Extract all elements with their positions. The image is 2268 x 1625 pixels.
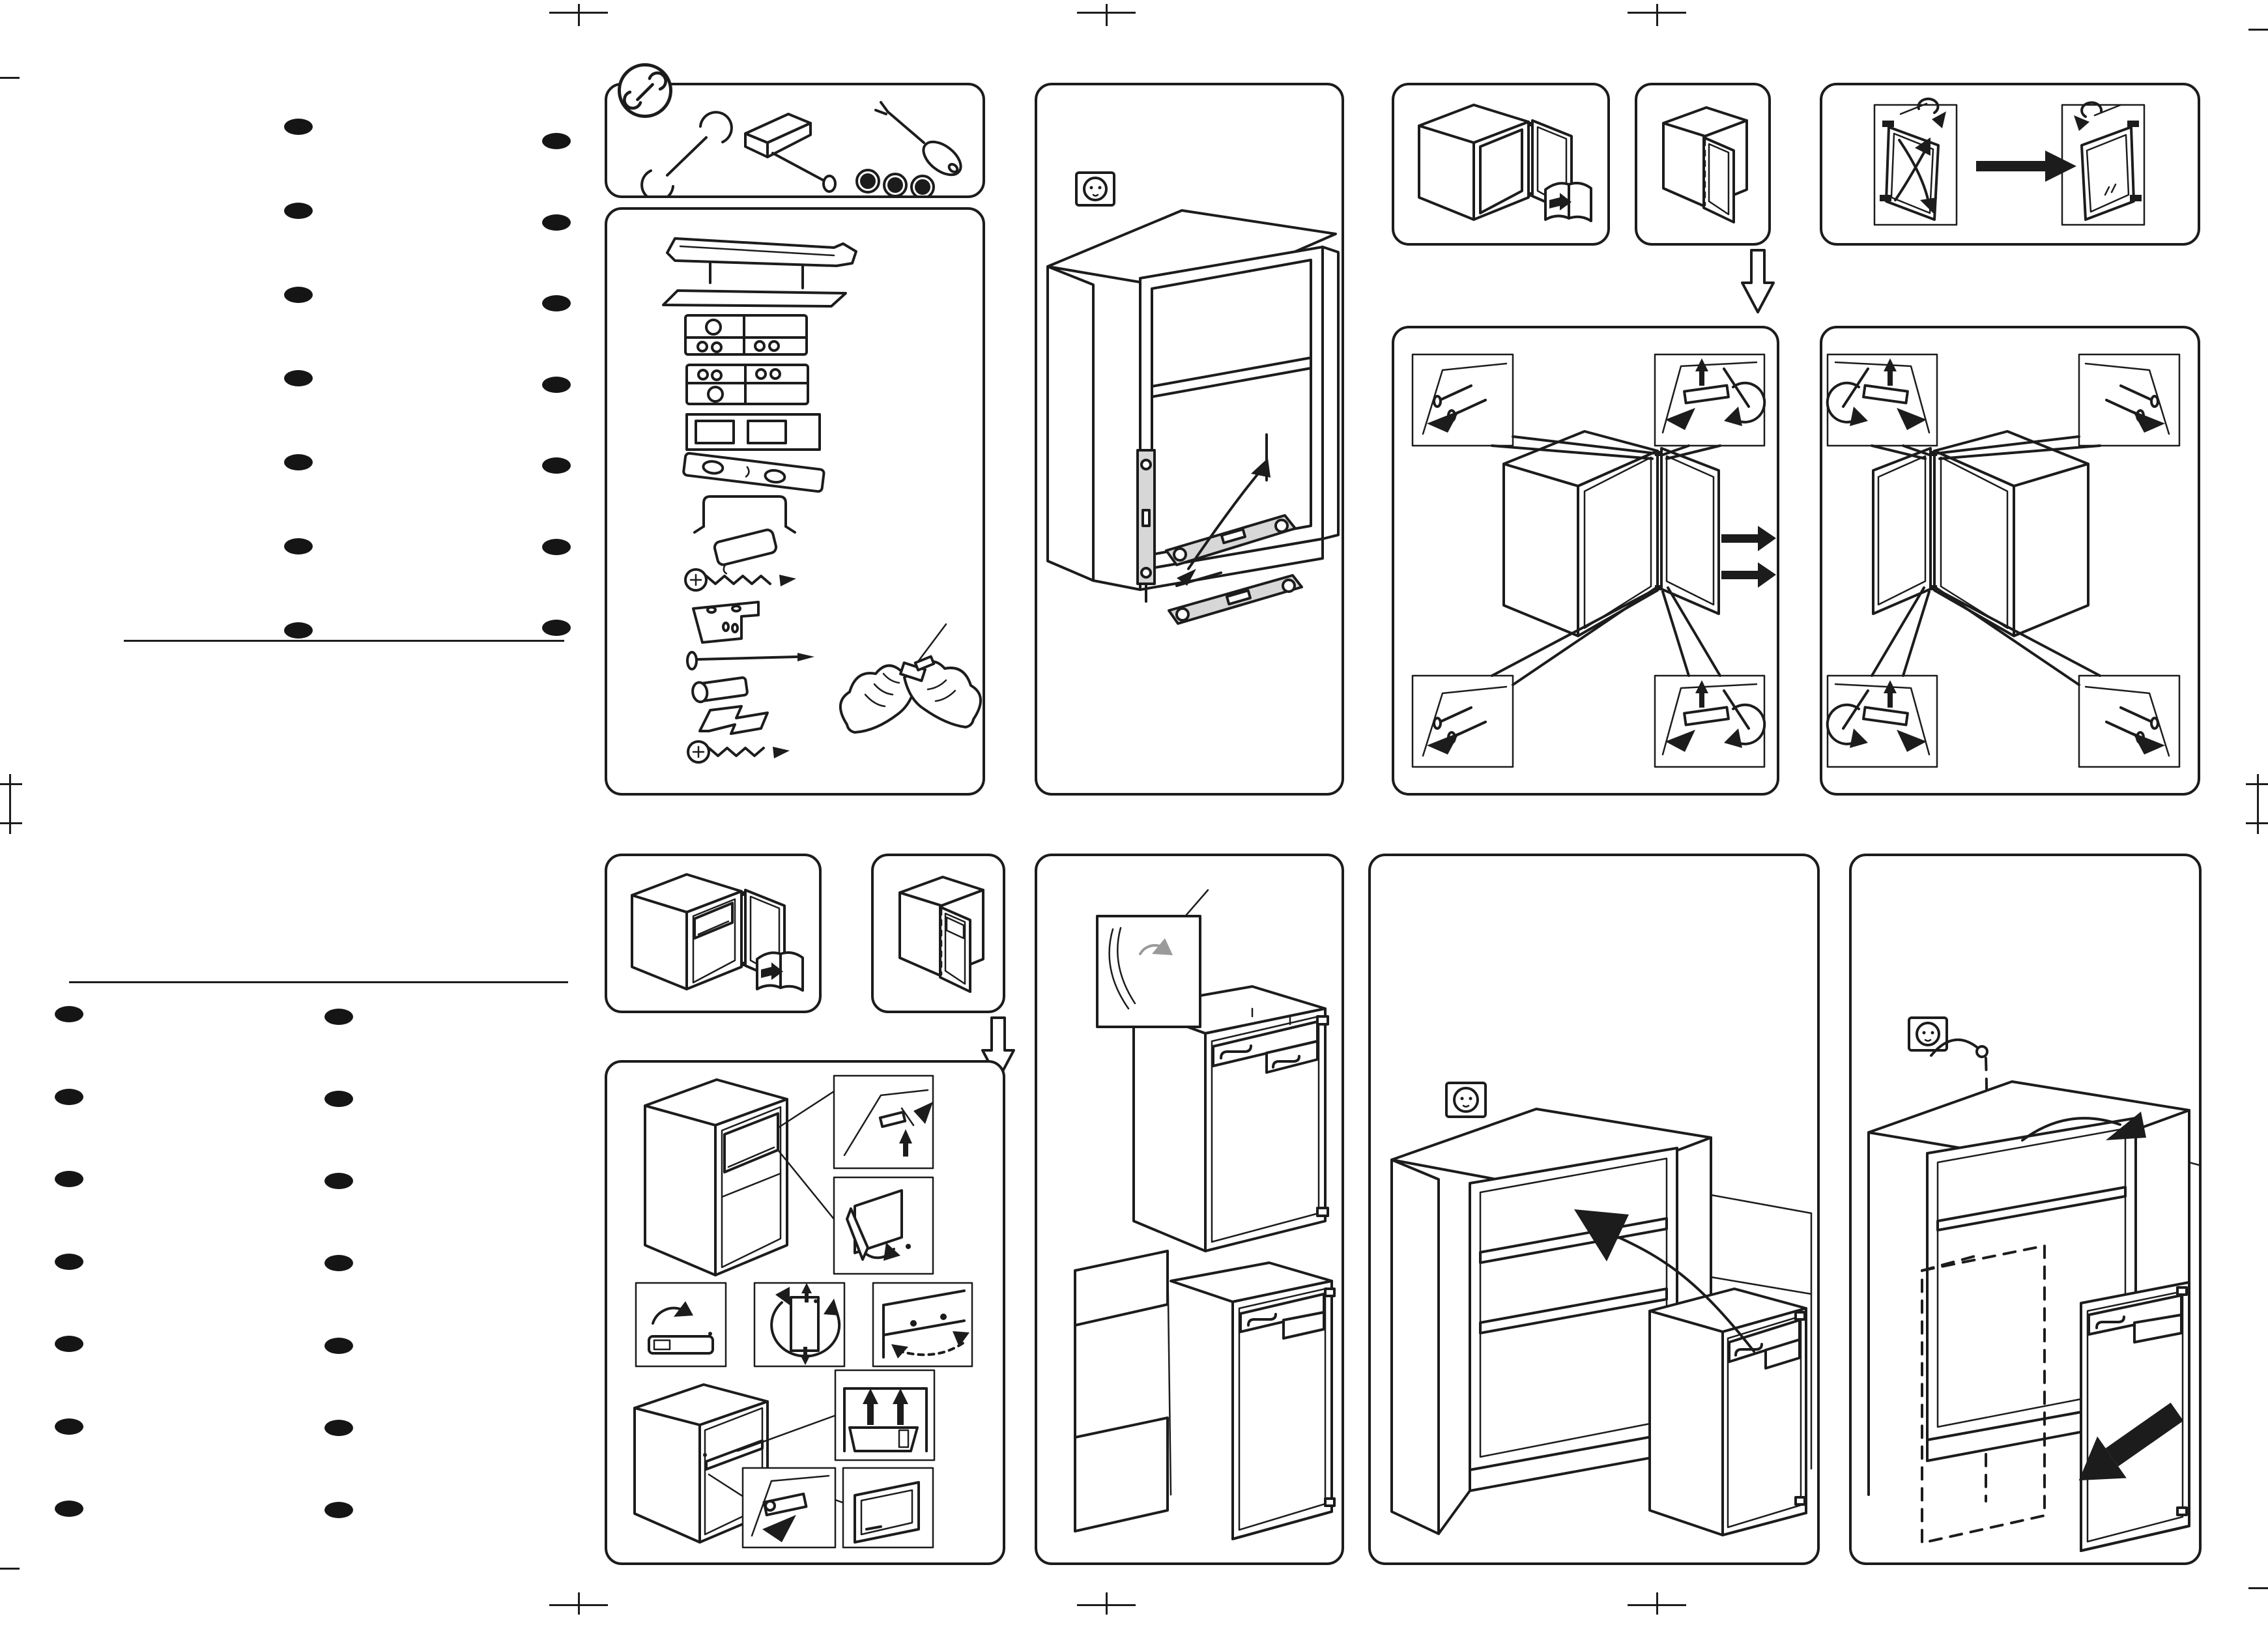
- panel-template: [1035, 854, 1344, 1565]
- open-book-icon: [1545, 183, 1591, 221]
- open-book-icon: [757, 953, 803, 990]
- bullet-dot: [542, 539, 571, 555]
- bullet-list-2-right: [324, 1009, 353, 1518]
- slotted-screw-icon: [857, 170, 879, 192]
- bullet-dot: [324, 1255, 353, 1271]
- flap-step-3: [873, 1283, 972, 1366]
- bullet-dot: [324, 1338, 353, 1354]
- panel-door-ajar: [1635, 83, 1771, 246]
- panel-hardware-kit: [605, 207, 985, 796]
- appliance: [1650, 1289, 1806, 1535]
- inset-bottom-left-pins: [1413, 676, 1513, 767]
- inset-hinge: [1828, 676, 1937, 767]
- bullet-dot: [55, 1254, 83, 1270]
- inset-bottom-right-hinge: [1655, 676, 1764, 767]
- panel-freezer-flap-reversal: [605, 1060, 1005, 1565]
- appliance-behind-panels: [1075, 1251, 1334, 1539]
- door-before: [1880, 99, 1946, 220]
- bullet-dot: [284, 119, 313, 135]
- inset-latch-pin: [834, 1076, 933, 1168]
- bullet-list-1-right: [542, 133, 571, 636]
- bullet-dot: [284, 622, 313, 639]
- bullet-list-1-left: [284, 119, 313, 639]
- screw-part: [685, 569, 796, 590]
- bullet-dot: [324, 1420, 353, 1436]
- bullet-dot: [284, 287, 313, 303]
- corner-tick: [2248, 1587, 2268, 1589]
- corner-tick: [0, 1568, 20, 1570]
- panel-door-removal: [1392, 326, 1779, 796]
- hinge-block-part: [685, 315, 807, 354]
- power-socket-icon: [1446, 1083, 1486, 1117]
- angle-bracket-part: [693, 602, 758, 642]
- bullet-dot: [542, 620, 571, 636]
- template-sheet-icon: [1097, 916, 1200, 1027]
- bullet-dot: [324, 1502, 353, 1518]
- corner-tick: [2248, 29, 2268, 31]
- bullet-dot: [284, 454, 313, 470]
- bullet-dot: [324, 1009, 353, 1025]
- cabinet-niche: [1048, 210, 1338, 590]
- bullet-dot: [284, 370, 313, 386]
- inset-pins: [2079, 354, 2179, 446]
- bullet-dot: [55, 1006, 83, 1022]
- cover-plates-part: [687, 414, 820, 450]
- mounting-strip: [1138, 450, 1155, 601]
- down-outline-arrow-icon: [1741, 249, 1775, 314]
- clip-part: [700, 706, 768, 734]
- inset-shelf-lift: [835, 1370, 934, 1460]
- fridge-door-open: [1504, 431, 1719, 636]
- panel-door-reversal: [1820, 83, 2200, 246]
- cover-strip-part: [663, 291, 846, 306]
- fridge-freezer-front: [645, 1080, 787, 1275]
- inset-flap-opening: [834, 1177, 933, 1274]
- bullet-dot: [55, 1171, 83, 1187]
- bullet-dot: [55, 1336, 83, 1352]
- nail-part: [687, 652, 814, 669]
- inset-top-right-hinge: [1655, 354, 1764, 446]
- cap-part: [713, 528, 779, 575]
- screw-part: [688, 741, 790, 762]
- hands-icon: [840, 624, 981, 732]
- hinge-rail-part: [667, 238, 856, 288]
- panel-slide-in: [1368, 854, 1820, 1565]
- inset-hinge: [1828, 354, 1937, 446]
- panel-tools: [605, 83, 985, 198]
- bullet-dot: [284, 538, 313, 554]
- divider-rule: [124, 640, 564, 642]
- wrench-badge-icon: [618, 63, 672, 118]
- slotted-plate-part: [683, 453, 825, 492]
- pin-part: [691, 676, 747, 702]
- bullet-dot: [55, 1418, 83, 1435]
- panel-see-manual-2: [605, 854, 822, 1013]
- inset-flap-closed: [843, 1468, 933, 1547]
- power-socket-icon: [1076, 173, 1114, 205]
- hammer-icon: [745, 114, 835, 192]
- bullet-dot: [55, 1501, 83, 1517]
- screwdriver-icon: [876, 102, 967, 181]
- bullet-dot: [542, 214, 571, 231]
- bullet-dot: [284, 203, 313, 219]
- arrow-right-icon: [1721, 526, 1776, 588]
- wrench-icon: [642, 112, 732, 195]
- pozidriv-screw-icon: [912, 176, 934, 195]
- hinge-block-mirror-part: [687, 365, 808, 404]
- bullet-dot: [324, 1091, 353, 1107]
- fridge-door-ajar: [1663, 108, 1747, 222]
- corner-tick: [0, 77, 20, 79]
- flap-step-2: [754, 1283, 844, 1366]
- phillips-screw-icon: [884, 174, 906, 195]
- inset-top-left-pins: [1413, 354, 1513, 446]
- bullet-dot: [542, 133, 571, 149]
- u-bracket-part: [695, 496, 795, 532]
- rotate-arrow-icon: [2074, 102, 2101, 131]
- door-after: [2074, 102, 2142, 220]
- fridge-door-ajar: [900, 877, 983, 992]
- bullet-dot: [542, 457, 571, 474]
- rotate-arrow-icon: [1918, 99, 1946, 128]
- flap-step-1: [636, 1283, 726, 1366]
- panel-niche-leveling: [1035, 83, 1344, 796]
- bullet-dot: [324, 1173, 353, 1189]
- bullet-dot: [55, 1089, 83, 1105]
- bullet-list-2-left: [55, 1006, 83, 1517]
- panel-door-ajar-2: [871, 854, 1005, 1013]
- inset-pins: [2079, 676, 2179, 767]
- panel-door-refitting: [1820, 326, 2200, 796]
- divider-rule: [69, 981, 568, 983]
- bullet-dot: [542, 377, 571, 393]
- panel-route-cable: [1849, 854, 2202, 1565]
- panel-see-manual: [1392, 83, 1610, 246]
- fridge-door-refit: [1873, 431, 2088, 636]
- inset-hinge-pin: [743, 1468, 835, 1547]
- bullet-dot: [542, 295, 571, 311]
